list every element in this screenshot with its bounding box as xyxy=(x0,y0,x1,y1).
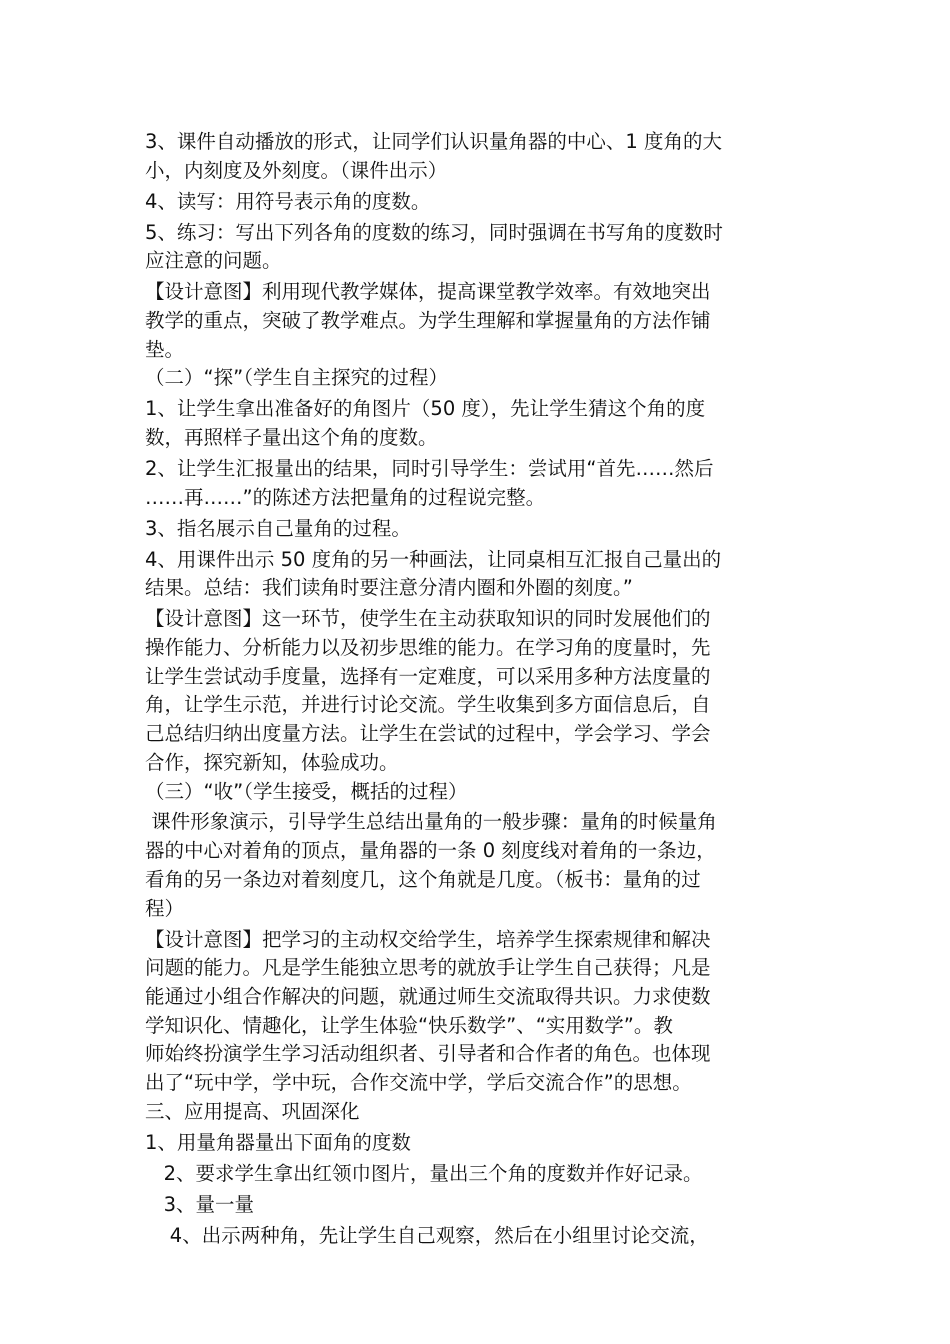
document-body xyxy=(145,128,815,1250)
text-line: 4、出示两种角，先让学生自己观察，然后在小组里讨论交流， xyxy=(145,1223,709,1247)
text-line: 5、练习：写出下列各角的度数的练习，同时强调在书写角的度数时 xyxy=(145,220,723,244)
text-line: 器的中心对着角的顶点，量角器的一条 0 刻度线对着角的一条边， xyxy=(145,839,716,863)
text-line: 能通过小组合作解决的问题，就通过师生交流取得共识。力求使数 xyxy=(145,984,711,1008)
text-line: 1、让学生拿出准备好的角图片（50 度），先让学生猜这个角的度 xyxy=(145,397,706,421)
text-line: 3、指名展示自己量角的过程。 xyxy=(145,516,411,540)
text-line: 合作，探究新知，体验成功。 xyxy=(145,750,399,774)
text-line: 问题的能力。凡是学生能独立思考的就放手让学生自己获得；凡是 xyxy=(145,956,711,980)
text-line: 看角的另一条边对着刻度几，这个角就是几度。（板书：量角的过 xyxy=(145,867,701,891)
text-line: 程） xyxy=(145,896,185,920)
section-heading: （三）“收”（学生接受，概括的过程） xyxy=(145,779,468,803)
text-line: 【设计意图】把学习的主动权交给学生，培养学生探索规律和解决 xyxy=(145,927,711,951)
text-line: 课件形象演示，引导学生总结出量角的一般步骤：量角的时候量角 xyxy=(145,810,717,834)
text-line: 数，再照样子量出这个角的度数。 xyxy=(145,426,438,450)
text-line: 3、课件自动播放的形式，让同学们认识量角器的中心、1 度角的大 xyxy=(145,130,723,153)
text-line: ……再……”的陈述方法把量角的过程说完整。 xyxy=(145,485,546,509)
section-heading: 三、应用提高、巩固深化 xyxy=(145,1099,360,1123)
text-line: 操作能力、分析能力以及初步思维的能力。在学习角的度量时，先 xyxy=(145,636,711,660)
text-line: 角，让学生示范，并进行讨论交流。学生收集到多方面信息后，自 xyxy=(145,693,711,717)
section-heading: （二）“探”（学生自主探究的过程） xyxy=(145,366,448,390)
text-line: 小，内刻度及外刻度。（课件出示） xyxy=(145,158,448,182)
text-line: 让学生尝试动手度量，选择有一定难度，可以采用多种方法度量的 xyxy=(145,664,711,688)
text-line: 【设计意图】这一环节，使学生在主动获取知识的同时发展他们的 xyxy=(145,607,711,631)
text-line: 学知识化、情趣化，让学生体验“快乐数学”、“实用数学”。教 xyxy=(145,1013,673,1037)
text-line: 垫。 xyxy=(145,337,185,361)
text-line: 应注意的问题。 xyxy=(145,249,282,273)
text-line: 结果。总结：我们读角时要注意分清内圈和外圈的刻度。” xyxy=(145,576,633,600)
text-line: 1、用量角器量出下面角的度数 xyxy=(145,1130,411,1154)
text-line: 4、用课件出示 50 度角的另一种画法，让同桌相互汇报自己量出的 xyxy=(145,547,722,571)
text-line: 4、读写：用符号表示角的度数。 xyxy=(145,189,431,213)
text-line: 己总结归纳出度量方法。让学生在尝试的过程中，学会学习、学会 xyxy=(145,722,711,746)
text-line: 教学的重点，突破了教学难点。为学生理解和掌握量角的方法作铺 xyxy=(145,309,711,333)
text-line: 2、要求学生拿出红领巾图片，量出三个角的度数并作好记录。 xyxy=(145,1161,703,1185)
text-line: 【设计意图】利用现代教学媒体，提高课堂教学效率。有效地突出 xyxy=(145,280,711,304)
text-line: 2、让学生汇报量出的结果，同时引导学生：尝试用“首先……然后 xyxy=(145,457,714,481)
text-line: 出了“玩中学，学中玩，合作交流中学，学后交流合作”的思想。 xyxy=(145,1070,692,1094)
text-line: 师始终扮演学生学习活动组织者、引导者和合作者的角色。也体现 xyxy=(145,1042,711,1066)
text-line: 3、量一量 xyxy=(145,1192,255,1216)
